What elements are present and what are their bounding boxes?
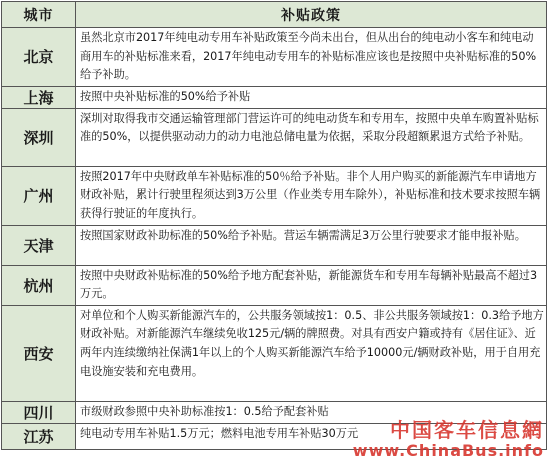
watermark-url: www.ChinaBus.info bbox=[352, 441, 544, 460]
table-row bbox=[2, 225, 547, 265]
table-row bbox=[2, 265, 547, 305]
policy-cell: 按照国家财政补助标准的50%给予补贴。营运车辆需满足3万公里行驶要求才能申报补贴。 bbox=[76, 225, 547, 265]
policy-cell: 按照中央财政补贴标准的50%给予地方配套补贴，新能源货车和专用车每辆补贴最高不超过3万元。 bbox=[76, 265, 547, 305]
city-cell: 杭州 bbox=[2, 265, 76, 305]
policy-cell: 虽然北京市2017年纯电动专用车补贴政策至今尚未出台，但从出台的纯电动小客车和纯电动商用车的补贴标准来看，2017年纯电动专用车的补贴标准应该也是按照中央补贴标准的50%给予补助。 bbox=[76, 28, 547, 87]
policy-cell: 按照中央补贴标准的50%给予补贴 bbox=[76, 86, 547, 108]
table-row bbox=[2, 166, 547, 225]
policy-cell: 深圳对取得我市交通运输管理部门营运许可的纯电动货车和专用车，按照中央单车购置补贴标准的50%，以提供驱动动力的动力电池总储电量为依据，采取分段超额累退方式给予补贴。 bbox=[76, 108, 547, 166]
city-cell: 西安 bbox=[2, 305, 76, 401]
city-cell: 四川 bbox=[2, 401, 76, 423]
policy-cell: 对单位和个人购买新能源汽车的，公共服务领域按1：0.5、非公共服务领域按1：0.3给予地方财政补贴。对新能源汽车继续免收125元/辆的牌照费。对具有西安户籍或持有《居住证》、近两年内连续缴纳社保满1年以上的个人购买新能源汽车给予10000元/辆财政补贴，用于自用充电设施安装和充电费用。 bbox=[76, 305, 547, 401]
city-cell: 上海 bbox=[2, 86, 76, 108]
header-city: 城市 bbox=[2, 2, 76, 28]
table-row bbox=[2, 305, 547, 401]
table-row bbox=[2, 28, 547, 87]
table-row bbox=[2, 423, 547, 449]
city-cell: 天津 bbox=[2, 225, 76, 265]
city-cell: 北京 bbox=[2, 28, 76, 87]
table-header-row bbox=[2, 2, 547, 28]
table-row bbox=[2, 86, 547, 108]
policy-cell: 按照2017年中央财政单车补贴标准的50％给予补贴。非个人用户购买的新能源汽车申请地方财政补贴，累计行驶里程须达到3万公里（作业类专用车除外），补贴标准和技术要求按照车辆获得行驶证的年度执行。 bbox=[76, 166, 547, 225]
subsidy-policy-table bbox=[1, 1, 547, 450]
policy-cell: 市级财政参照中央补助标准按1：0.5给予配套补贴 bbox=[76, 401, 547, 423]
header-policy: 补贴政策 bbox=[76, 2, 547, 28]
city-cell: 深圳 bbox=[2, 108, 76, 166]
table-row bbox=[2, 108, 547, 166]
city-cell: 广州 bbox=[2, 166, 76, 225]
city-cell: 江苏 bbox=[2, 423, 76, 449]
watermark-title: 中国客车信息網 bbox=[390, 418, 544, 442]
table-row bbox=[2, 401, 547, 423]
policy-cell: 纯电动专用车补贴1.5万元；燃料电池专用车补贴30万元 bbox=[76, 423, 547, 449]
